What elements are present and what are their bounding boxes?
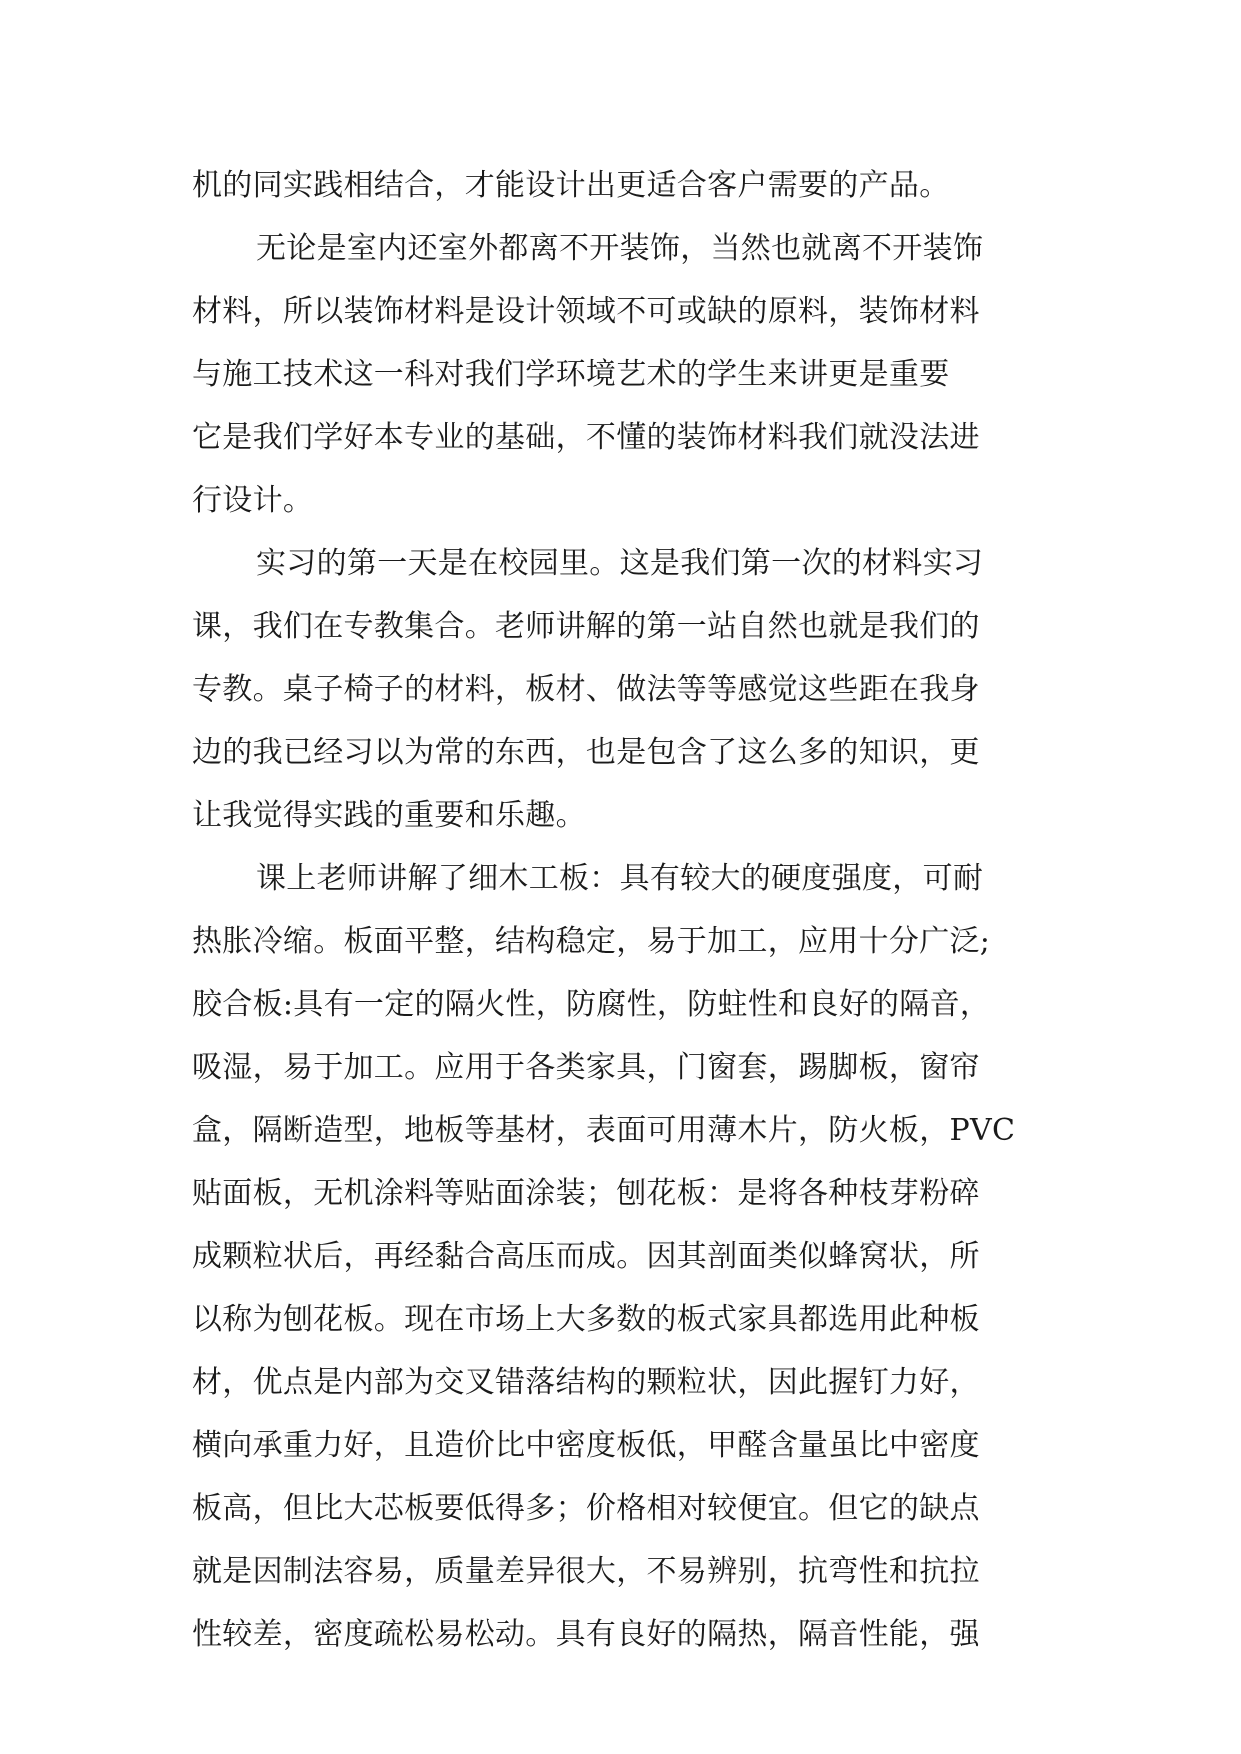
text-line: 盒，隔断造型，地板等基材，表面可用薄木片，防火板，PVC xyxy=(192,1113,1016,1148)
paragraph-start-line: 实习的第一天是在校园里。这是我们第一次的材料实习 xyxy=(256,546,984,581)
text-line: 机的同实践相结合，才能设计出更适合客户需要的产品。 xyxy=(192,168,950,203)
text-line: 它是我们学好本专业的基础，不懂的装饰材料我们就没法进 xyxy=(192,420,980,455)
text-line: 胶合板:具有一定的隔火性，防腐性，防蛀性和良好的隔音， xyxy=(192,987,991,1022)
text-line: 边的我已经习以为常的东西，也是包含了这么多的知识，更 xyxy=(192,735,980,770)
text-line: 行设计。 xyxy=(192,483,314,518)
text-line: 专教。桌子椅子的材料，板材、做法等等感觉这些距在我身 xyxy=(192,672,980,707)
text-line: 让我觉得实践的重要和乐趣。 xyxy=(192,798,586,833)
text-line: 材料，所以装饰材料是设计领域不可或缺的原料，装饰材料 xyxy=(192,294,980,329)
text-line: 成颗粒状后，再经黏合高压而成。因其剖面类似蜂窝状，所 xyxy=(192,1239,980,1274)
text-line: 材，优点是内部为交叉错落结构的颗粒状，因此握钉力好， xyxy=(192,1365,980,1400)
text-line: 以称为刨花板。现在市场上大多数的板式家具都选用此种板 xyxy=(192,1302,980,1337)
text-line: 课，我们在专教集合。老师讲解的第一站自然也就是我们的 xyxy=(192,609,980,644)
paragraph-start-line: 课上老师讲解了细木工板：具有较大的硬度强度，可耐 xyxy=(256,861,984,896)
text-line: 与施工技术这一科对我们学环境艺术的学生来讲更是重要 xyxy=(192,357,950,392)
text-line: 就是因制法容易，质量差异很大，不易辨别，抗弯性和抗拉 xyxy=(192,1554,980,1589)
text-line: 热胀冷缩。板面平整，结构稳定，易于加工，应用十分广泛; xyxy=(192,924,991,959)
text-line: 横向承重力好，且造价比中密度板低，甲醛含量虽比中密度 xyxy=(192,1428,980,1463)
body-text xyxy=(192,154,1052,1666)
text-line: 吸湿，易于加工。应用于各类家具，门窗套，踢脚板，窗帘 xyxy=(192,1050,980,1085)
text-line: 性较差，密度疏松易松动。具有良好的隔热，隔音性能，强 xyxy=(192,1617,980,1652)
paragraph-start-line: 无论是室内还室外都离不开装饰，当然也就离不开装饰 xyxy=(256,231,984,266)
text-line: 贴面板，无机涂料等贴面涂装；刨花板：是将各种枝芽粉碎 xyxy=(192,1176,980,1211)
text-line: 板高，但比大芯板要低得多；价格相对较便宜。但它的缺点 xyxy=(192,1491,980,1526)
